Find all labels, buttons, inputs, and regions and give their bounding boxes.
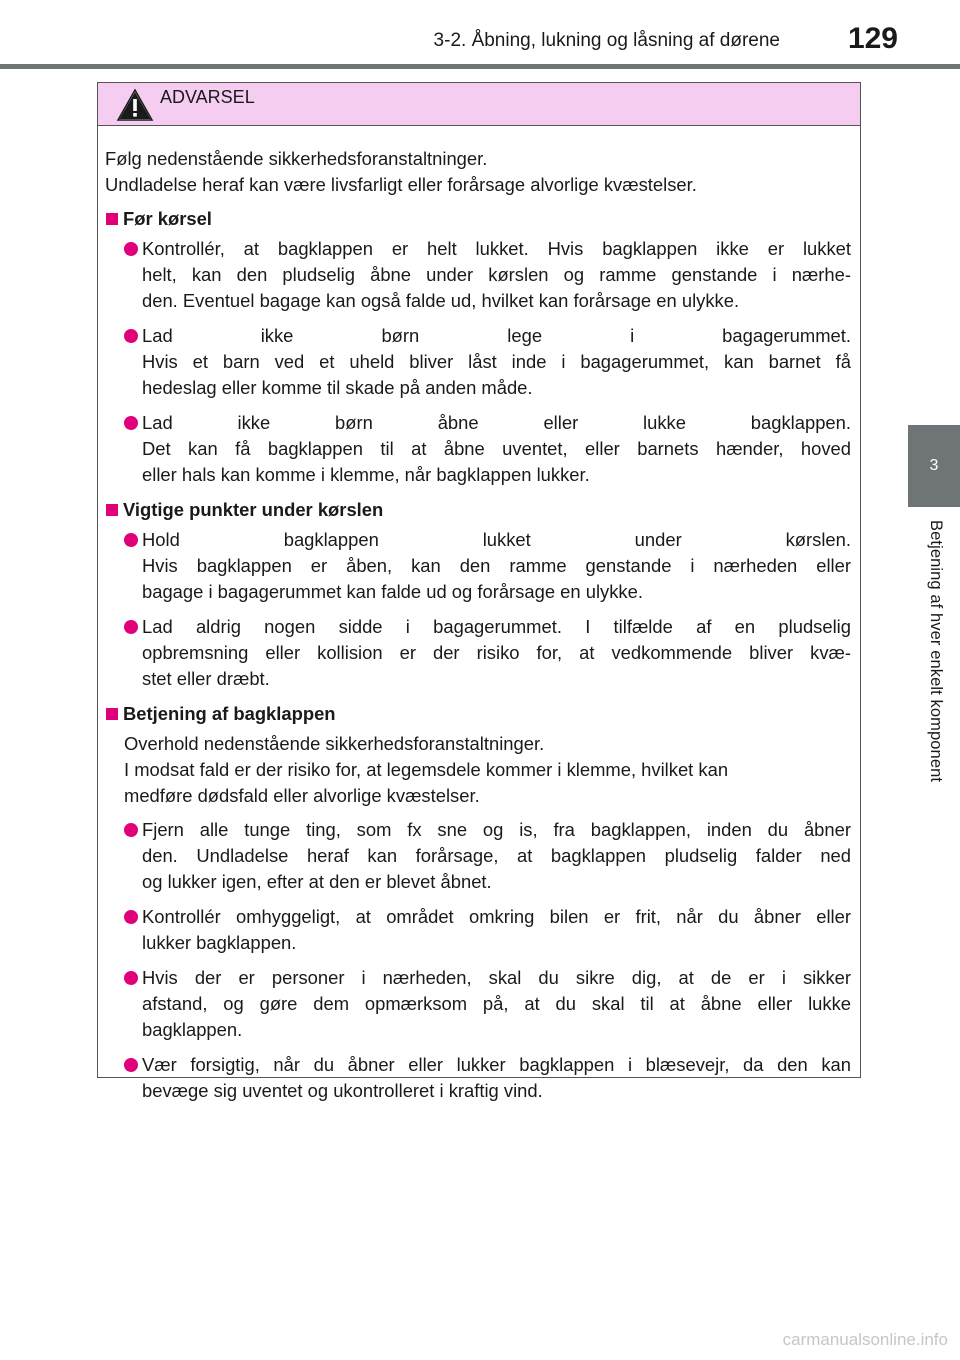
bullet-line: Lad aldrig nogen sidde i bagagerummet. I tilfælde af en pludselig	[142, 616, 851, 637]
square-bullet-icon	[106, 708, 118, 720]
bullet-line: Lad ikke børn lege i bagagerummet.	[142, 325, 851, 346]
round-bullet-icon	[124, 416, 138, 430]
bullet-line: opbremsning eller kollision er der risiko for, at vedkommende bliver kvæ-	[142, 642, 851, 663]
warning-box	[97, 82, 861, 1101]
watermark: carmanualsonline.info	[782, 1330, 948, 1349]
bullet-item	[105, 1052, 851, 1104]
section-heading	[105, 497, 851, 523]
page-number: 129	[847, 22, 898, 55]
warning-triangle-icon	[116, 88, 154, 122]
section-intro-line: medføre dødsfald eller alvorlige kvæstelser.	[124, 785, 480, 806]
bullet-item	[105, 817, 851, 895]
bullet-item	[105, 614, 851, 692]
bullet-line: den. Undladelse heraf kan forårsage, at bagklappen pludselig falder ned	[142, 845, 851, 866]
warning-title: ADVARSEL	[160, 86, 255, 107]
bullet-line: lukker bagklappen.	[142, 932, 297, 953]
intro-line: Følg nedenstående sikkerhedsforanstaltninger.	[105, 148, 488, 169]
section-intro-line: I modsat fald er der risiko for, at legemsdele kommer i klemme, hvilket kan	[124, 759, 729, 780]
square-bullet-icon	[106, 504, 118, 516]
round-bullet-icon	[124, 971, 138, 985]
bullet-line: Hvis der er personer i nærheden, skal du sikre dig, at de er i sikker	[142, 967, 851, 988]
round-bullet-icon	[124, 533, 138, 547]
section-intro-line: Overhold nedenstående sikkerhedsforanstaltninger.	[124, 733, 545, 754]
warning-section	[105, 206, 851, 488]
bullet-line: Kontrollér omhyggeligt, at området omkring bilen er frit, når du åbner eller	[142, 906, 851, 927]
bullet-line: Fjern alle tunge ting, som fx sne og is, fra bagklappen, inden du åbner	[142, 819, 851, 840]
bullet-item	[105, 527, 851, 605]
warning-intro	[105, 146, 851, 198]
header-rule	[0, 64, 960, 69]
section-heading	[105, 701, 851, 727]
bullet-line: hedeslag eller komme til skade på anden måde.	[142, 377, 533, 398]
bullet-line: Vær forsigtig, når du åbner eller lukker bagklappen i blæsevejr, da den kan	[142, 1054, 851, 1075]
bullet-item	[105, 965, 851, 1043]
warning-section	[105, 497, 851, 692]
round-bullet-icon	[124, 620, 138, 634]
bullet-line: eller hals kan komme i klemme, når bagklappen lukker.	[142, 464, 590, 485]
bullet-line: Kontrollér, at bagklappen er helt lukket. Hvis bagklappen ikke er lukket	[142, 238, 851, 259]
page-header-title: 3-2. Åbning, lukning og låsning af dørene	[433, 30, 780, 51]
bullet-item	[105, 410, 851, 488]
bullet-item	[105, 904, 851, 956]
section-heading-text: Før kørsel	[123, 208, 212, 229]
square-bullet-icon	[106, 213, 118, 225]
section-intro	[124, 731, 851, 809]
bullet-line: afstand, og gøre dem opmærksom på, at du skal til at åbne eller lukke	[142, 993, 851, 1014]
section-heading-text: Vigtige punkter under kørslen	[123, 499, 384, 520]
bullet-line: Hold bagklappen lukket under kørslen.	[142, 529, 851, 550]
warning-header	[98, 83, 860, 126]
section-heading-text: Betjening af bagklappen	[123, 703, 336, 724]
chapter-tab	[908, 425, 960, 507]
bullet-line: helt, kan den pludselig åbne under kørslen og ramme genstande i nærhe-	[142, 264, 851, 285]
section-heading	[105, 206, 851, 232]
bullet-line: bagage i bagagerummet kan falde ud og forårsage en ulykke.	[142, 581, 643, 602]
bullet-line: bevæge sig uventet og ukontrolleret i kraftig vind.	[142, 1080, 543, 1101]
bullet-line: bagklappen.	[142, 1019, 243, 1040]
bullet-item	[105, 236, 851, 314]
bullet-line: Lad ikke børn åbne eller lukke bagklappen.	[142, 412, 851, 433]
bullet-item	[105, 323, 851, 401]
bullet-line: Hvis bagklappen er åben, kan den ramme genstande i nærheden eller	[142, 555, 851, 576]
bullet-line: Hvis et barn ved et uheld bliver låst inde i bagagerummet, kan barnet få	[142, 351, 851, 372]
bullet-line: stet eller dræbt.	[142, 668, 270, 689]
warning-section	[105, 701, 851, 1104]
round-bullet-icon	[124, 910, 138, 924]
warning-body	[98, 126, 860, 1104]
round-bullet-icon	[124, 1058, 138, 1072]
round-bullet-icon	[124, 329, 138, 343]
chapter-number: 3	[929, 457, 939, 474]
round-bullet-icon	[124, 823, 138, 837]
chapter-label: Betjening af hver enkelt komponent	[927, 520, 945, 783]
bullet-line: Det kan få bagklappen til at åbne uventet, eller barnets hænder, hoved	[142, 438, 851, 459]
bullet-line: den. Eventuel bagage kan også falde ud, hvilket kan forårsage en ulykke.	[142, 290, 740, 311]
round-bullet-icon	[124, 242, 138, 256]
bullet-line: og lukker igen, efter at den er blevet åbnet.	[142, 871, 492, 892]
intro-line: Undladelse heraf kan være livsfarligt eller forårsage alvorlige kvæstelser.	[105, 174, 697, 195]
